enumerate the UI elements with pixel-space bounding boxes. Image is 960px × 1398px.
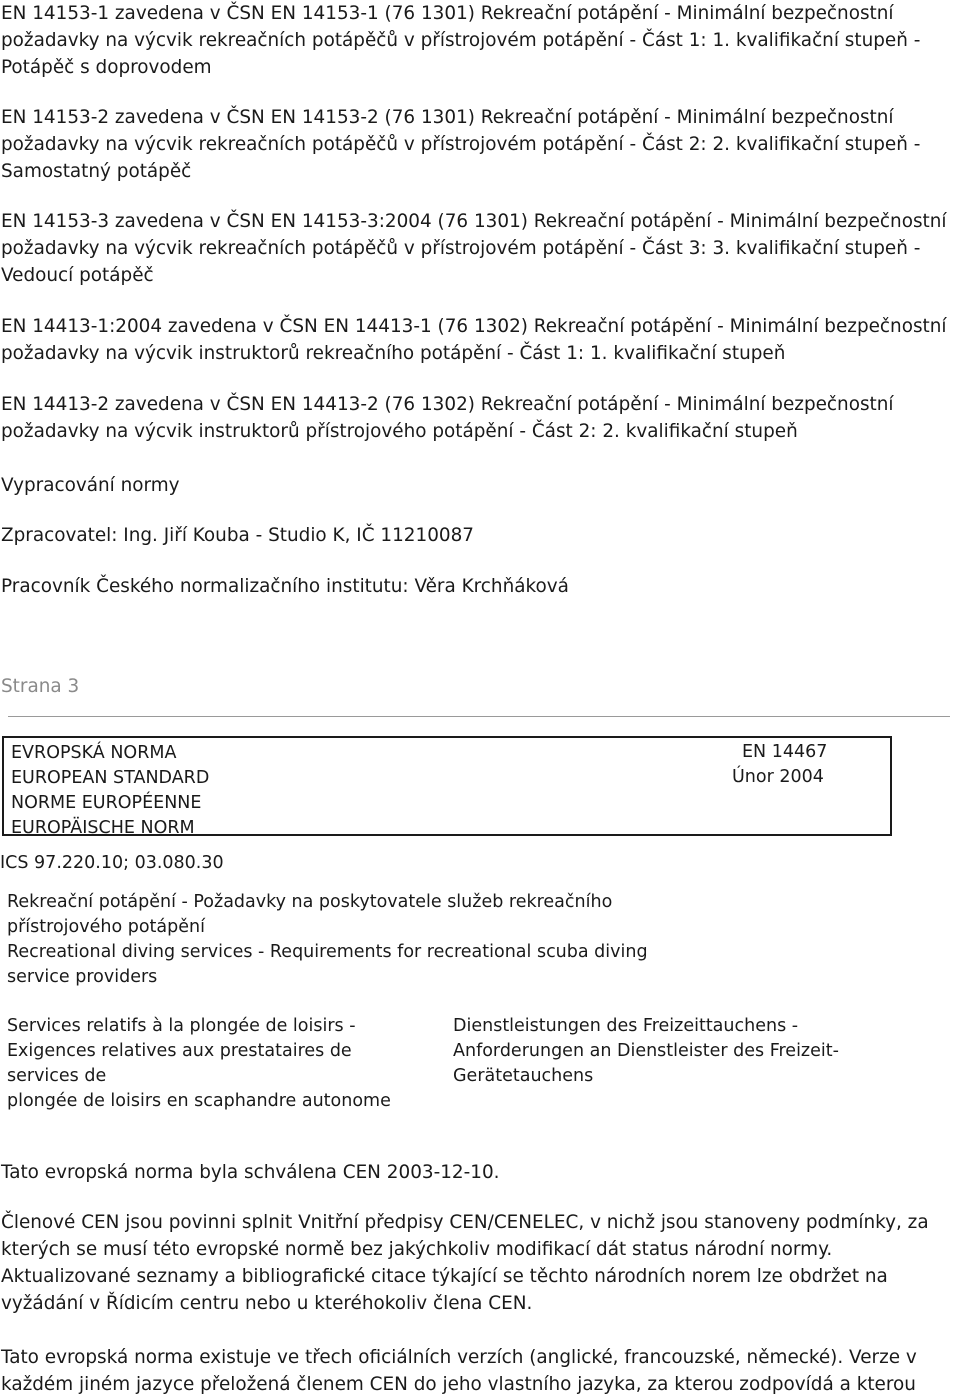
- norm-name-cz: EVROPSKÁ NORMA: [11, 743, 177, 763]
- ics-code: ICS 97.220.10; 03.080.30: [0, 853, 224, 873]
- title-czech-english: [7, 890, 648, 990]
- text-line: Potápěč s doprovodem: [1, 57, 212, 78]
- horizontal-divider: [8, 716, 950, 717]
- norm-code: EN 14467: [742, 742, 828, 762]
- page-number-label: Strana 3: [1, 676, 80, 697]
- text-line: požadavky na výcvik rekreačních potápěčů v přístrojovém potápění - Část 1: 1. kvalifikační stupeň -: [1, 30, 921, 51]
- text-line: EN 14153-3 zavedena v ČSN EN 14153-3:2004 (76 1301) Rekreační potápění - Minimální bezpečnostní: [1, 211, 947, 232]
- title-line: Services relatifs à la plongée de loisirs -: [7, 1016, 356, 1036]
- section-heading-vypracovani: [1, 472, 959, 499]
- title-line: Anforderungen an Dienstleister des Freizeit-: [453, 1041, 839, 1061]
- paragraph-en14153-1: [1, 0, 959, 81]
- paragraph-en14413-2: [1, 391, 959, 445]
- text-line: Tato evropská norma byla schválena CEN 2003-12-10.: [1, 1162, 500, 1183]
- text-line: EN 14153-2 zavedena v ČSN EN 14153-2 (76 1301) Rekreační potápění - Minimální bezpečnostní: [1, 107, 894, 128]
- paragraph-en14413-1: [1, 313, 959, 367]
- title-line: Dienstleistungen des Freizeittauchens -: [453, 1016, 799, 1036]
- paragraph-pracovnik: [1, 573, 959, 600]
- text-line: kterých se musí této evropské normě bez jakýchkoliv modifikací dát status národní normy.: [1, 1239, 833, 1260]
- text-line: vyžádání v Řídicím centru nebo u kteréhokoliv člena CEN.: [1, 1293, 533, 1314]
- title-french: [7, 1014, 391, 1114]
- norm-header-box: [2, 736, 892, 836]
- title-line: service providers: [7, 967, 158, 987]
- text-line: Samostatný potápěč: [1, 161, 192, 182]
- text-line: požadavky na výcvik instruktorů rekreačního potápění - Část 1: 1. kvalifikační stupeň: [1, 343, 786, 364]
- text-line: Vypracování normy: [1, 475, 180, 496]
- text-line: EN 14413-1:2004 zavedena v ČSN EN 14413-1 (76 1302) Rekreační potápění - Minimální bezpečnostní: [1, 316, 947, 337]
- text-line: Pracovník Českého normalizačního institutu: Věra Krchňáková: [1, 576, 569, 597]
- title-line: Gerätetauchens: [453, 1066, 594, 1086]
- norm-name-de: EUROPÄISCHE NORM: [11, 818, 195, 838]
- title-line: přístrojového potápění: [7, 917, 205, 937]
- paragraph-en14153-3: [1, 208, 959, 289]
- paragraph-zpracovatel: [1, 522, 959, 549]
- text-line: EN 14413-2 zavedena v ČSN EN 14413-2 (76 1302) Rekreační potápění - Minimální bezpečnostní: [1, 394, 894, 415]
- norm-name-fr: NORME EUROPÉENNE: [11, 793, 202, 813]
- text-line: požadavky na výcvik instruktorů přístrojového potápění - Část 2: 2. kvalifikační stupeň: [1, 421, 798, 442]
- text-line: EN 14153-1 zavedena v ČSN EN 14153-1 (76 1301) Rekreační potápění - Minimální bezpečnostní: [1, 3, 894, 24]
- paragraph-cen-members: [1, 1209, 959, 1317]
- text-line: Tato evropská norma existuje ve třech oficiálních verzích (anglické, francouzské, německé). Verze v: [1, 1347, 917, 1368]
- title-line: Recreational diving services - Requirements for recreational scuba diving: [7, 942, 648, 962]
- norm-date: Únor 2004: [732, 767, 824, 787]
- text-line: požadavky na výcvik rekreačních potápěčů v přístrojovém potápění - Část 3: 3. kvalifikační stupeň -: [1, 238, 921, 259]
- title-line: plongée de loisirs en scaphandre autonome: [7, 1091, 391, 1111]
- norm-name-en: EUROPEAN STANDARD: [11, 768, 210, 788]
- text-line: Vedoucí potápěč: [1, 265, 154, 286]
- title-line: services de: [7, 1066, 107, 1086]
- paragraph-versions: [1, 1344, 959, 1398]
- title-line: Exigences relatives aux prestataires de: [7, 1041, 352, 1061]
- text-line: Zpracovatel: Ing. Jiří Kouba - Studio K, IČ 11210087: [1, 525, 475, 546]
- paragraph-approval: [1, 1159, 959, 1186]
- text-line: požadavky na výcvik rekreačních potápěčů v přístrojovém potápění - Část 2: 2. kvalifikační stupeň -: [1, 134, 921, 155]
- text-line: každém jiném jazyce přeložená členem CEN do jeho vlastního jazyka, za kterou zodpovídá a kterou: [1, 1374, 916, 1395]
- text-line: Aktualizované seznamy a bibliografické citace týkající se těchto národních norem lze obdržet na: [1, 1266, 888, 1287]
- title-line: Rekreační potápění - Požadavky na poskytovatele služeb rekreačního: [7, 892, 613, 912]
- text-line: Členové CEN jsou povinni splnit Vnitřní předpisy CEN/CENELEC, v nichž jsou stanoveny podmínky, za: [1, 1212, 929, 1233]
- paragraph-en14153-2: [1, 104, 959, 185]
- title-german: [453, 1014, 839, 1089]
